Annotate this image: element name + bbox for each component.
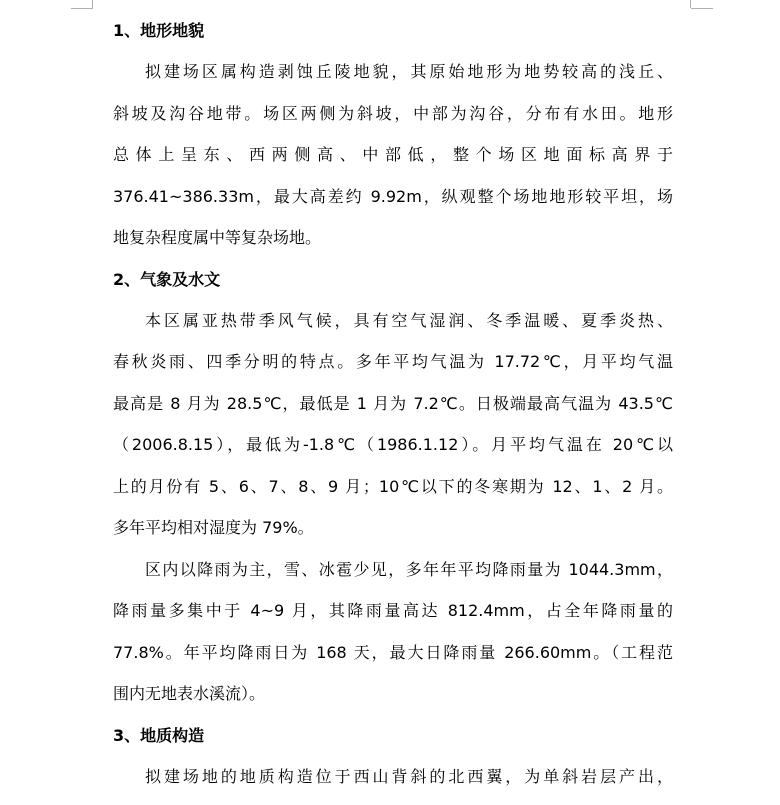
margin-corner-mark-right <box>690 0 691 8</box>
text-line: （2006.8.15），最低为-1.8℃（1986.1.12）。月平均气温在 20℃以 <box>113 435 673 454</box>
section-heading-terrain: 1、地形地貌 <box>113 21 205 40</box>
text-line: 拟建场区属构造剥蚀丘陵地貌，其原始地形为地势较高的浅丘、 <box>145 62 673 81</box>
text-line: 春秋炎雨、四季分明的特点。多年平均气温为 17.72℃，月平均气温 <box>113 352 673 371</box>
document-body <box>113 10 673 797</box>
text-line: 围内无地表水溪流）。 <box>113 684 266 703</box>
text-line: 拟建场地的地质构造位于西山背斜的北西翼，为单斜岩层产出， <box>145 766 673 786</box>
paragraph-geology <box>113 756 673 798</box>
text-line: 多年平均相对湿度为 79%。 <box>113 518 314 537</box>
text-line: 降雨量多集中于 4~9 月，其降雨量高达 812.4mm，占全年降雨量的 <box>113 601 673 620</box>
text-line: 本区属亚热带季风气候，具有空气湿润、冬季温暖、夏季炎热、 <box>145 310 673 330</box>
text-line: 地复杂程度属中等复杂场地。 <box>113 228 322 247</box>
paragraph-climate-rainfall <box>113 549 673 715</box>
text-line: 376.41~386.33m，最大高差约 9.92m，纵观整个场地地形较平坦，场 <box>113 186 673 206</box>
margin-corner-mark-left <box>92 0 93 8</box>
text-line: 上的月份有 5、6、7、8、9 月；10℃以下的冬寒期为 12、1、2 月。 <box>113 476 673 496</box>
text-line: 区内以降雨为主，雪、冰雹少见，多年年平均降雨量为 1044.3mm， <box>145 559 673 579</box>
text-line: 77.8%。年平均降雨日为 168 天，最大日降雨量 266.60mm。（工程范 <box>113 642 673 662</box>
text-line: 斜坡及沟谷地带。场区两侧为斜坡，中部为沟谷，分布有水田。地形 <box>113 103 673 123</box>
text-line: 总体上呈东、西两侧高、中部低，整个场区地面标高界于 <box>113 145 673 164</box>
section-heading-climate: 2、气象及水文 <box>113 269 221 289</box>
paragraph-climate-temperature <box>113 300 673 549</box>
section-heading-geology: 3、地质构造 <box>113 725 205 745</box>
text-line: 最高是 8 月为 28.5℃，最低是 1 月为 7.2℃。日极端最高气温为 43.5℃ <box>113 393 673 413</box>
paragraph-terrain <box>113 51 673 259</box>
